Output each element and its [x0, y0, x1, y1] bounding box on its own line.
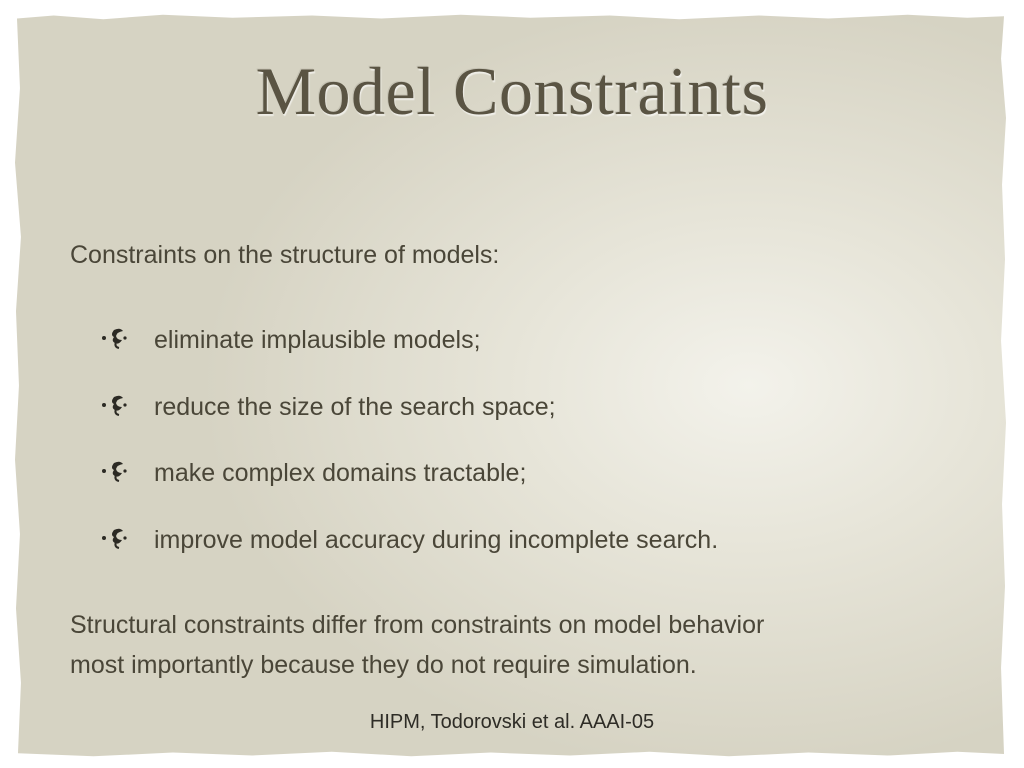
- bullet-item: [100, 456, 718, 523]
- closing-paragraph: [70, 605, 970, 685]
- bullet-item: [100, 323, 718, 390]
- intro-text: Constraints on the structure of models:: [70, 241, 500, 269]
- bullet-item: [100, 523, 718, 590]
- closing-line: Structural constraints differ from constraints on model behavior: [70, 611, 765, 639]
- ornament-bullet-icon: [100, 524, 154, 554]
- bullet-label: eliminate implausible models;: [154, 326, 481, 354]
- bullet-label: reduce the size of the search space;: [154, 392, 556, 421]
- closing-line: most importantly because they do not require simulation.: [70, 651, 697, 679]
- ornament-bullet-icon: [100, 391, 154, 421]
- slide-title: Model Constraints: [255, 53, 769, 129]
- slide-footer: HIPM, Todorovski et al. AAAI-05: [369, 711, 655, 733]
- bullet-list: [100, 323, 718, 589]
- bullet-label: improve model accuracy during incomplete search.: [154, 525, 719, 554]
- ornament-bullet-icon: [100, 457, 154, 487]
- ornament-bullet-icon: [100, 324, 154, 354]
- bullet-label: make complex domains tractable;: [154, 459, 527, 487]
- bullet-item: [100, 390, 718, 457]
